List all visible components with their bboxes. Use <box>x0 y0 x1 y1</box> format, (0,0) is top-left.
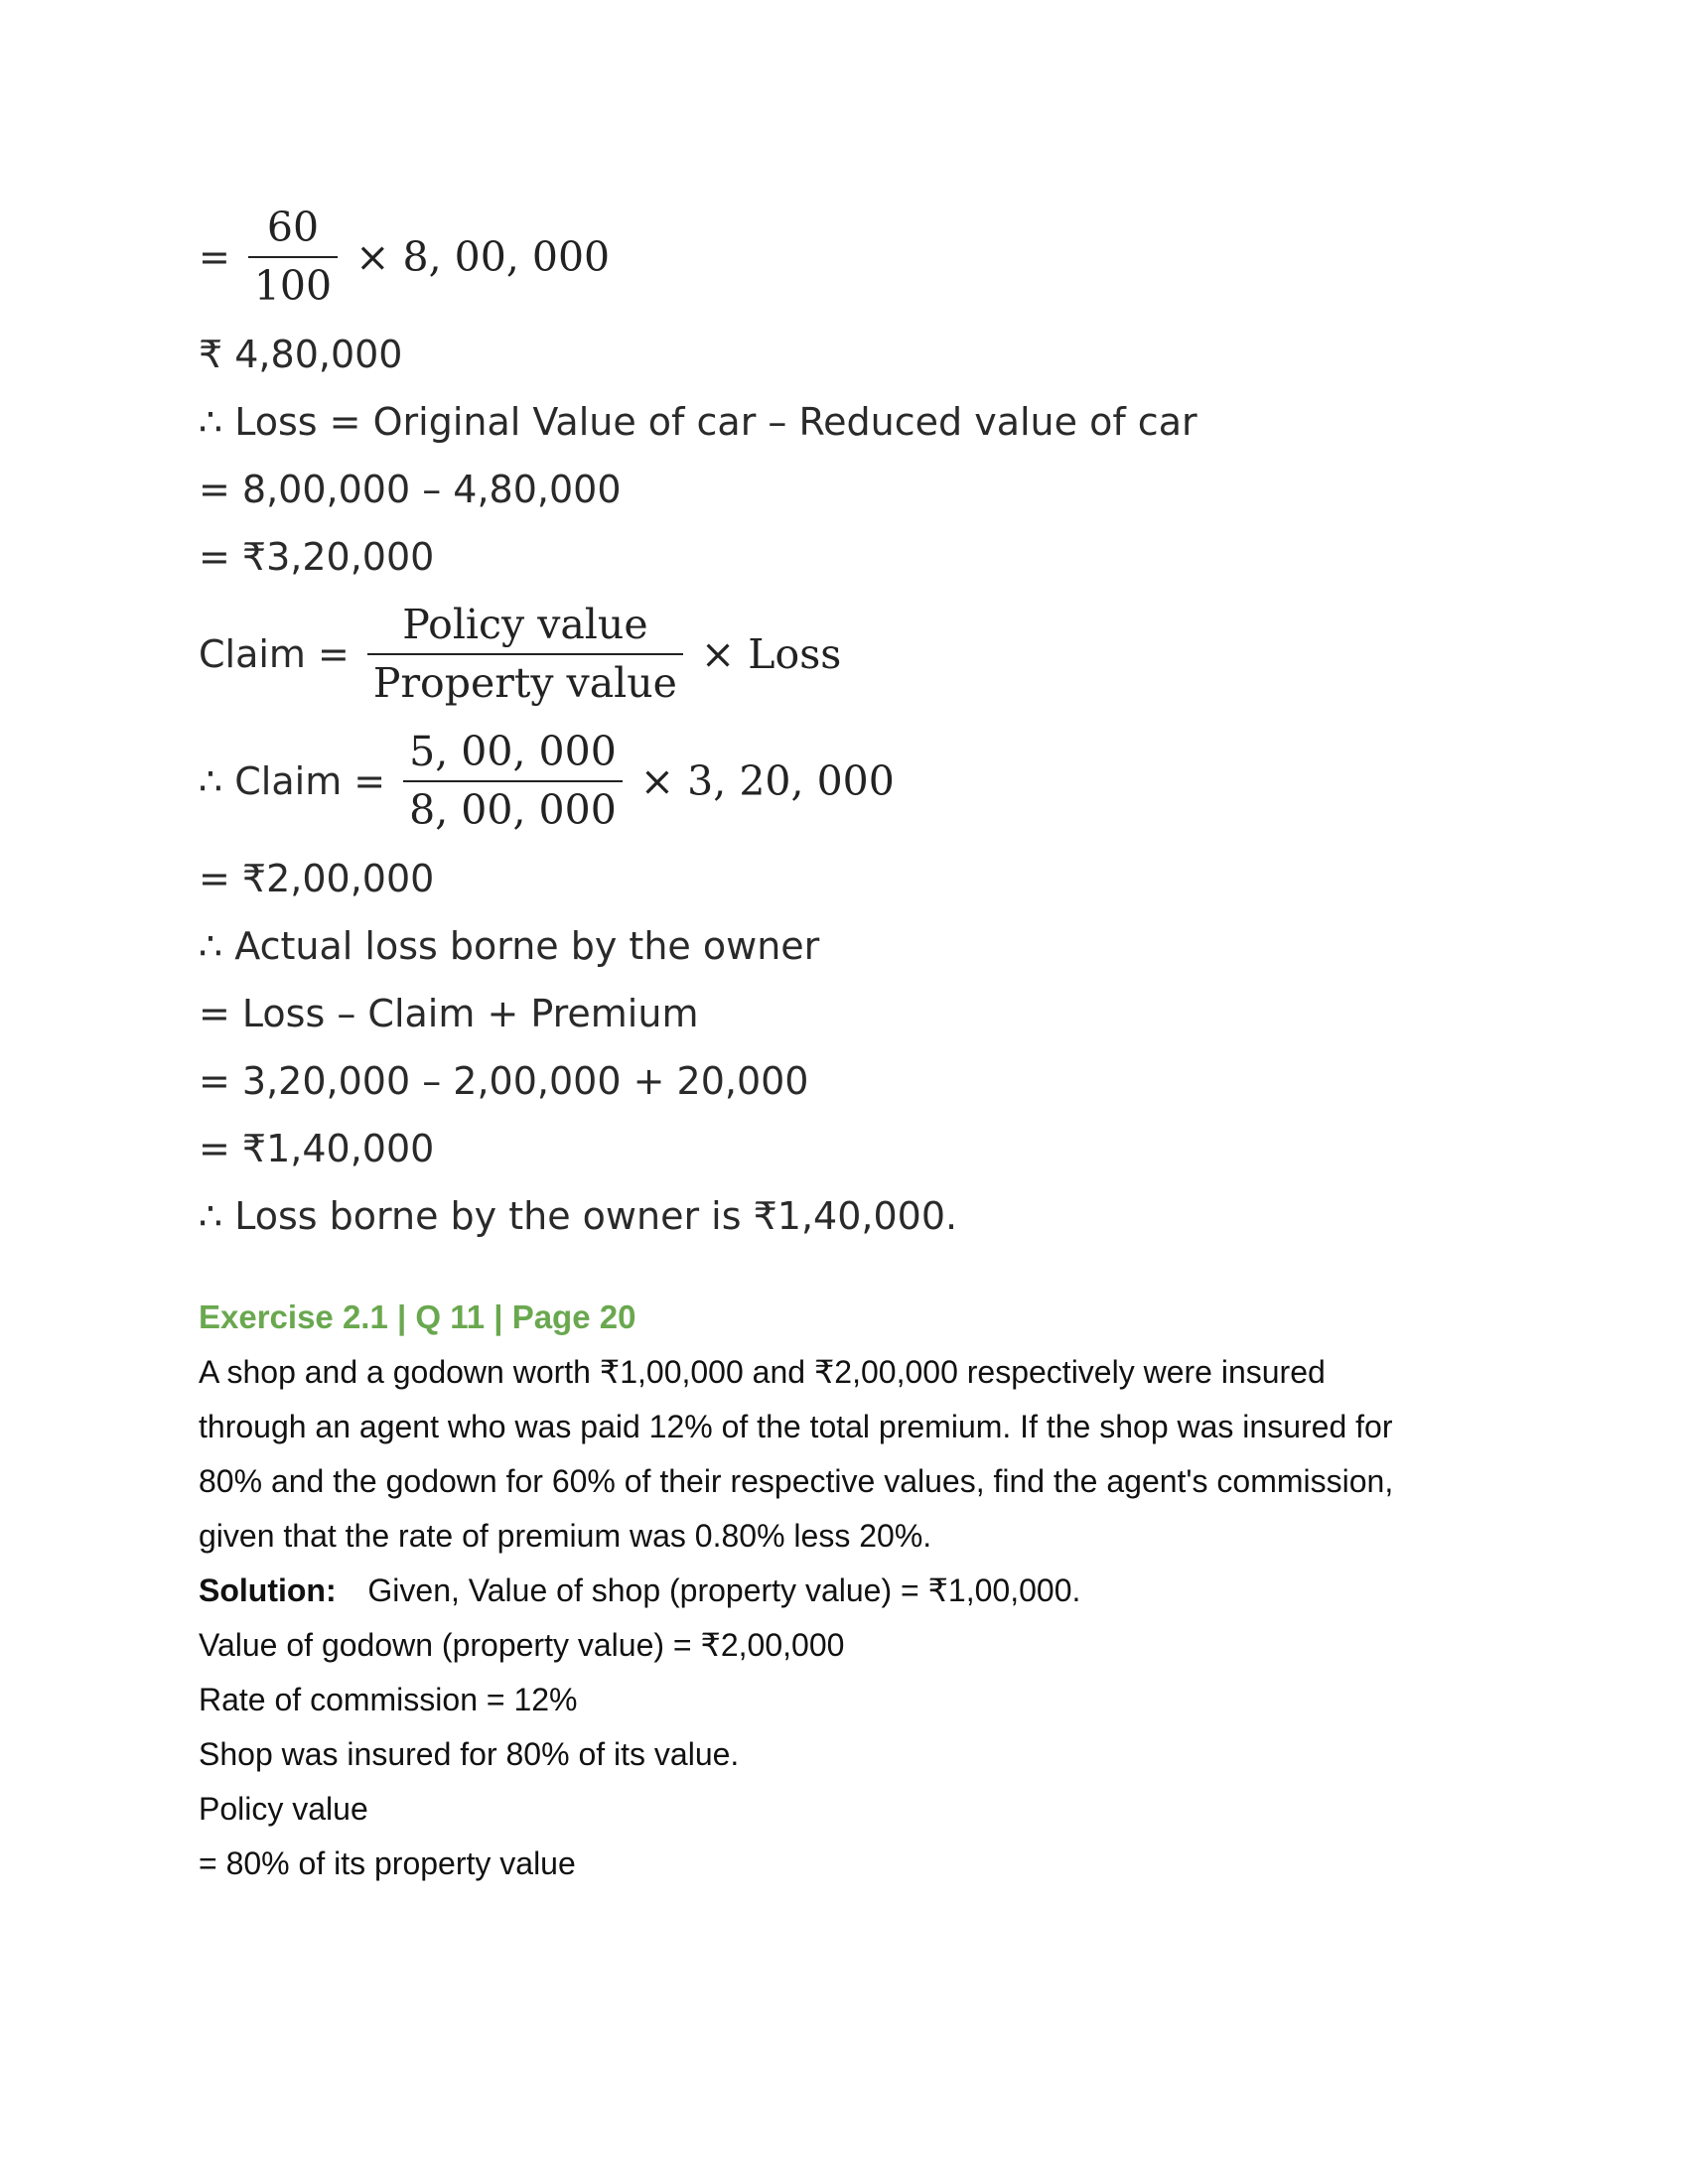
loss-formula: ∴ Loss = Original Value of car – Reduced value of car <box>199 400 1197 444</box>
actual-loss-label: ∴ Actual loss borne by the owner <box>199 924 820 968</box>
question-line: A shop and a godown worth ₹1,00,000 and ₹2,00,000 respectively were insured <box>199 1354 1326 1390</box>
question-line: given that the rate of premium was 0.80% less 20%. <box>199 1518 932 1554</box>
claim-result: = ₹2,00,000 <box>199 857 435 900</box>
page <box>199 194 1509 1891</box>
fraction <box>367 600 683 710</box>
denominator: 100 <box>253 262 333 310</box>
solution-first-line <box>199 1564 1509 1618</box>
solution-line: = 80% of its property value <box>199 1845 576 1881</box>
numerator: 60 <box>266 203 320 251</box>
equals-sign: = <box>199 235 230 279</box>
actual-loss-result: = ₹1,40,000 <box>199 1127 435 1170</box>
solution-line: Value of godown (property value) = ₹2,00,000 <box>199 1627 845 1663</box>
solution-text <box>199 1564 1509 1891</box>
solution-given: Given, Value of shop (property value) = ₹1,00,000. <box>367 1572 1081 1608</box>
actual-loss-formula: = Loss – Claim + Premium <box>199 992 699 1035</box>
claim-label: Claim = <box>199 632 350 676</box>
solution-line: Shop was insured for 80% of its value. <box>199 1736 740 1772</box>
claim-label: ∴ Claim = <box>199 759 386 803</box>
actual-loss-calc: = 3,20,000 – 2,00,000 + 20,000 <box>199 1059 809 1103</box>
multiplier: × 3, 20, 000 <box>639 756 895 805</box>
numerator: 5, 00, 000 <box>409 727 617 775</box>
claim-formula <box>199 591 1509 718</box>
question-line: 80% and the godown for 60% of their respective values, find the agent's commission, <box>199 1463 1394 1499</box>
fraction <box>403 727 623 837</box>
fraction-bar <box>367 653 683 655</box>
fraction-bar <box>248 256 338 258</box>
multiplier: × Loss <box>700 629 842 678</box>
exercise-heading: Exercise 2.1 | Q 11 | Page 20 <box>199 1298 636 1335</box>
question-line: through an agent who was paid 12% of the total premium. If the shop was insured for <box>199 1409 1393 1444</box>
solution-line: Policy value <box>199 1791 368 1827</box>
conclusion: ∴ Loss borne by the owner is ₹1,40,000. <box>199 1194 958 1238</box>
fraction <box>248 203 338 313</box>
numerator: Policy value <box>402 600 648 648</box>
denominator: 8, 00, 000 <box>409 786 617 834</box>
denominator: Property value <box>372 659 677 707</box>
loss-result: = ₹3,20,000 <box>199 535 435 579</box>
loss-calc: = 8,00,000 – 4,80,000 <box>199 468 622 511</box>
calc-reduced-value <box>199 194 1509 321</box>
claim-calc <box>199 718 1509 845</box>
fraction-bar <box>403 780 623 782</box>
solution-label: Solution: <box>199 1572 337 1608</box>
solution-line: Rate of commission = 12% <box>199 1682 578 1717</box>
reduced-value-result: ₹ 4,80,000 <box>199 333 403 376</box>
question-text <box>199 1345 1509 1564</box>
multiplier: × 8, 00, 000 <box>355 232 611 281</box>
